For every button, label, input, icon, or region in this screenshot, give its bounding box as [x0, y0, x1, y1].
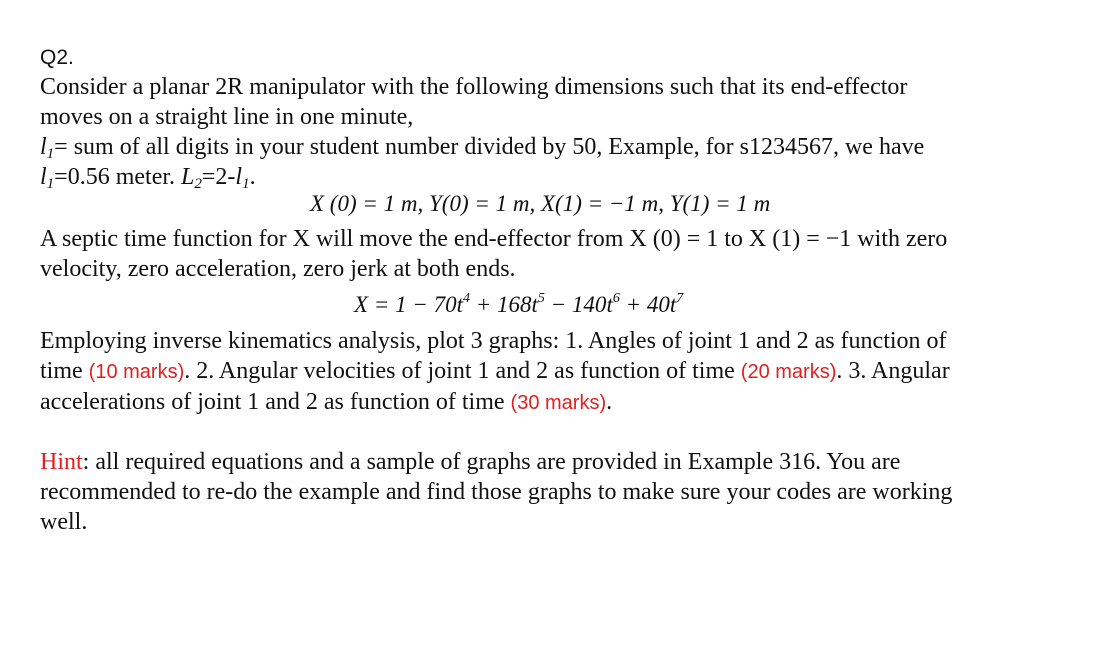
L2-def-end: .	[249, 164, 256, 190]
boundary-conditions-equation: X (0) = 1 m, Y(0) = 1 m, X(1) = −1 m, Y(1) = 1 m	[310, 191, 771, 216]
question-label: Q2.	[40, 46, 74, 69]
L2-def-l-subscript: 1	[242, 176, 250, 192]
septic-line-2: velocity, zero acceleration, zero jerk at both ends.	[40, 256, 516, 282]
hint-line-1	[40, 447, 1080, 477]
l1-symbol: l	[40, 134, 47, 160]
poly-term-1: X = 1 − 70	[354, 292, 457, 317]
l1-definition-line	[40, 132, 1080, 162]
task-line-2-a: time	[40, 358, 89, 384]
marks-badge-2: (20 marks)	[740, 361, 837, 383]
septic-polynomial-equation	[354, 291, 683, 319]
l1-example-subscript: 1	[46, 176, 55, 192]
l1-example-symbol: l	[40, 164, 47, 190]
L2-symbol: L	[181, 164, 195, 190]
intro-line-1: Consider a planar 2R manipulator with the following dimensions such that its end-effector	[40, 74, 908, 100]
l1-example-value: =0.56 meter.	[54, 164, 182, 190]
task-line-2-b: . 2. Angular velocities of joint 1 and 2 as function of time	[184, 358, 741, 384]
marks-badge-3: (30 marks)	[510, 392, 607, 414]
poly-term-2: + 168	[469, 292, 532, 317]
l1-subscript: 1	[46, 146, 55, 162]
task-line-3-b: .	[606, 389, 613, 415]
poly-exp-2: 5	[537, 291, 545, 306]
septic-paragraph	[40, 224, 1080, 284]
poly-exp-4: 7	[676, 291, 684, 306]
hint-text-1: : all required equations and a sample of graphs are provided in Example 316. You are	[82, 449, 901, 475]
intro-paragraph	[40, 72, 1080, 192]
poly-term-4: + 40	[619, 292, 670, 317]
l1-definition: = sum of all digits in your student number divided by 50, Example, for s1234567, we have	[54, 134, 925, 160]
poly-var-3: t	[606, 292, 613, 317]
L2-definition: =2-	[201, 164, 236, 190]
hint-line-2: recommended to re-do the example and find those graphs to make sure your codes are working	[40, 479, 953, 505]
poly-term-3: − 140	[544, 292, 607, 317]
task-line-1: Employing inverse kinematics analysis, plot 3 graphs: 1. Angles of joint 1 and 2 as function of	[40, 328, 947, 354]
hint-paragraph	[40, 447, 1080, 537]
L2-def-l-symbol: l	[235, 164, 243, 190]
task-line-2	[40, 356, 1080, 387]
poly-var-2: t	[531, 292, 538, 317]
task-paragraph	[40, 326, 1080, 418]
l1-example-line	[40, 162, 1080, 192]
septic-line-1: A septic time function for X will move the end-effector from X (0) = 1 to X (1) = −1 with zero	[40, 226, 948, 252]
poly-var-1: t	[456, 292, 463, 317]
poly-exp-3: 6	[612, 291, 620, 306]
task-line-3-a: accelerations of joint 1 and 2 as function of time	[40, 389, 511, 415]
marks-badge-1: (10 marks)	[88, 361, 185, 383]
task-line-2-c: . 3. Angular	[836, 358, 950, 384]
task-line-3	[40, 387, 1080, 418]
poly-var-4: t	[669, 292, 677, 317]
L2-subscript: 2	[194, 176, 202, 192]
hint-label: Hint	[40, 449, 83, 475]
poly-exp-1: 4	[462, 291, 470, 306]
hint-line-3: well.	[40, 509, 88, 535]
intro-line-2: moves on a straight line in one minute,	[40, 104, 414, 130]
